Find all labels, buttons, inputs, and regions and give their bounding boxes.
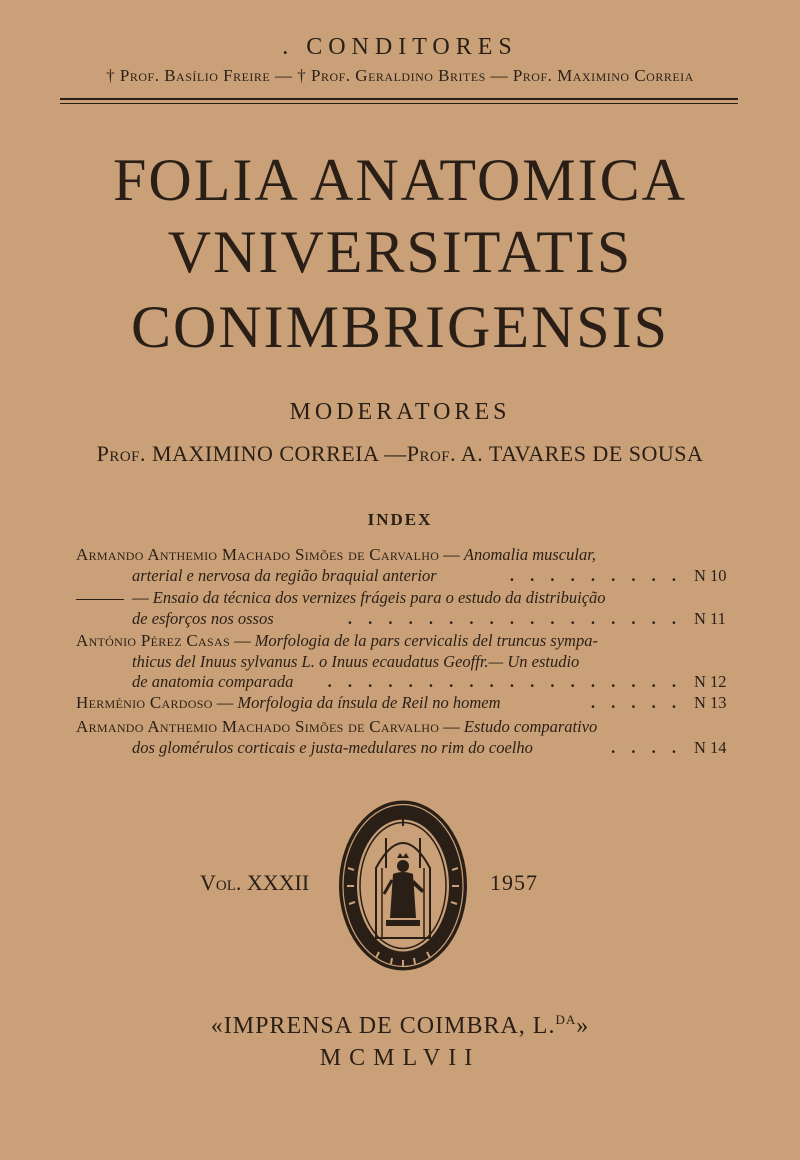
entry-number: N 12 <box>694 672 727 691</box>
entry-title: Anomalia muscular, <box>463 545 596 564</box>
dot-leader: . . . . <box>611 737 682 757</box>
volume-label: Vol. XXXII <box>200 870 310 895</box>
editors-line <box>0 441 800 467</box>
publisher-line <box>0 1012 800 1040</box>
journal-title-line-3: CONIMBRIGENSIS <box>130 294 670 360</box>
editor-name: A. TAVARES DE SOUSA <box>460 441 704 466</box>
editor-name: MAXIMINO CORREIA <box>152 441 379 466</box>
index-entry <box>76 588 742 629</box>
entry-title-continued: dos glomérulos corticais e justa-medulares no rim do coelho <box>132 737 533 757</box>
university-seal-icon <box>336 798 470 973</box>
entry-separator: — <box>443 717 460 736</box>
entry-title-continued: de esforços nos ossos <box>132 608 274 628</box>
entry-separator: — <box>132 588 149 607</box>
entry-author: António Pérez Casas <box>76 631 230 650</box>
prof-prefix: Prof. <box>96 441 147 466</box>
entry-author: Armando Anthemio Machado Simões de Carvalho <box>76 545 440 564</box>
entry-number: N 11 <box>694 608 726 628</box>
entry-title-continued: thicus del Inuus sylvanus L. o Inuus ecaudatus Geoffr.— Un estudio <box>132 651 580 671</box>
entry-title: Ensaio da técnica dos vernizes frágeis para o estudo da distribuição <box>152 588 606 607</box>
conditores-heading: . CONDITORES <box>282 34 518 60</box>
index-entry <box>76 693 742 714</box>
dot-leader: . . . . . . . . . <box>509 565 682 585</box>
moderatores-heading: MODERATORES <box>289 399 511 425</box>
entry-author: Herménio Cardoso <box>76 693 213 712</box>
ditto-dash <box>76 599 124 600</box>
editor-separator: — <box>384 441 407 466</box>
dot-leader: . . . . . . . . . . . . . . . . . . <box>327 672 682 691</box>
index-entry <box>76 545 742 586</box>
index-entry <box>76 631 742 693</box>
entry-title: Estudo comparativo <box>463 717 598 736</box>
journal-title-line-2: VNIVERSITATIS <box>167 219 633 285</box>
entry-author: Armando Anthemio Machado Simões de Carvalho <box>76 717 440 736</box>
entry-title-continued: de anatomia comparada <box>132 672 294 691</box>
entry-separator: — <box>234 631 251 650</box>
entry-number: N 10 <box>694 565 727 585</box>
dot-leader: . . . . . . . . . . . . . . . . . <box>347 608 682 628</box>
entry-title: Morfologia da ínsula de Reil no homem <box>237 693 501 712</box>
founders-line: † Prof. Basílio Freire — † Prof. Geraldino Brites — Prof. Maximino Correia <box>106 66 694 85</box>
entry-number: N 14 <box>694 737 727 757</box>
journal-title-line-1: FOLIA ANATOMICA <box>113 147 687 213</box>
year-roman-numerals: MCMLVII <box>319 1045 481 1071</box>
publisher-suffix: DA <box>555 1012 577 1027</box>
entry-separator: — <box>216 693 234 712</box>
index-heading: INDEX <box>367 510 433 529</box>
entry-title-continued: arterial e nervosa da região braquial anterior <box>132 565 437 585</box>
entry-title: Morfologia de la pars cervicalis del truncus sympa- <box>254 631 598 650</box>
index-entry <box>76 717 742 758</box>
entry-separator: — <box>443 545 460 564</box>
year-label: 1957 <box>490 870 538 895</box>
entry-number: N 13 <box>694 693 727 712</box>
dot-leader: . . . . . <box>590 693 682 712</box>
header-rule-thick <box>60 98 738 100</box>
publisher-close: » <box>576 1013 590 1039</box>
prof-prefix: Prof. <box>406 441 457 466</box>
header-rule-thin <box>60 103 738 104</box>
publisher-name: «IMPRENSA DE COIMBRA, L. <box>210 1013 556 1039</box>
